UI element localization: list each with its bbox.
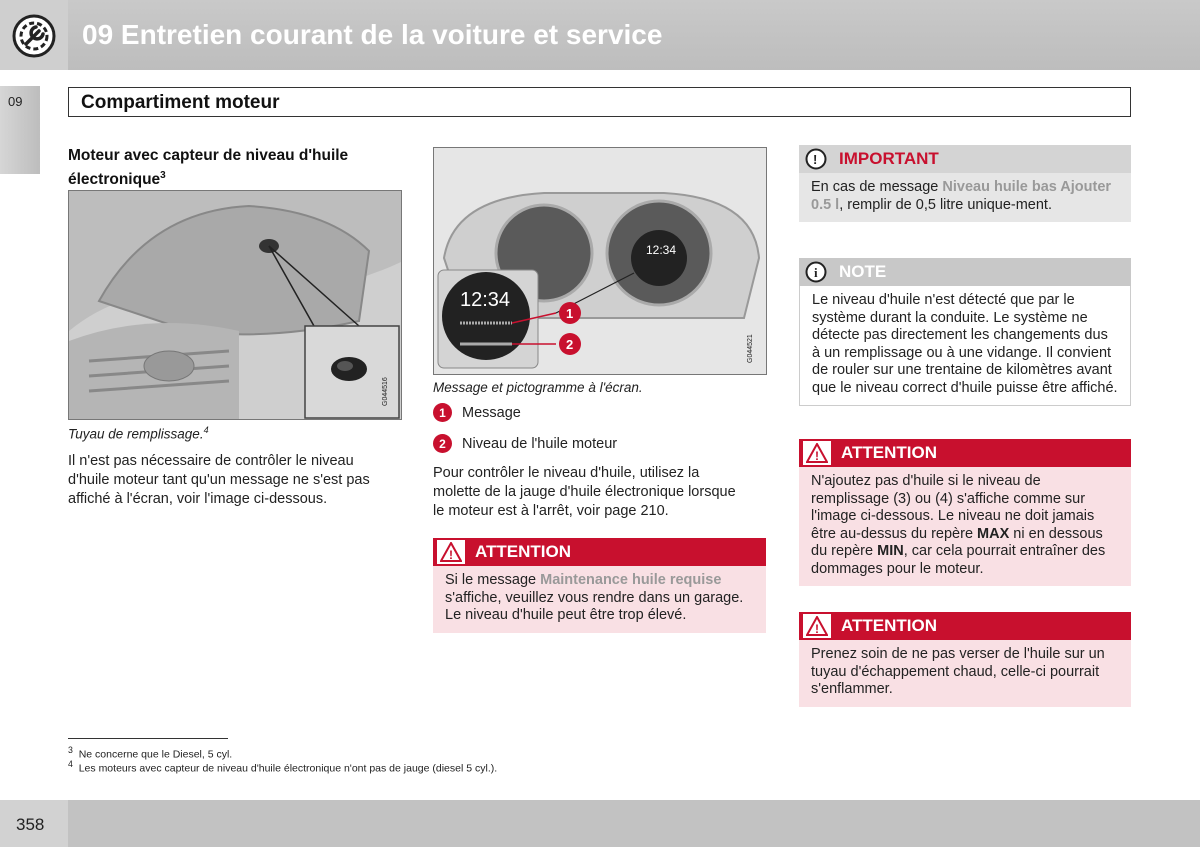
attention-title: ATTENTION	[475, 542, 572, 561]
callout-label: Message	[462, 404, 521, 421]
footnote-4: $^4$ Les moteurs avec capteur de niveau d'huile électronique n'ont pas de jauge (diesel 5 cyl.).	[68, 759, 498, 775]
dashboard-display-image	[433, 147, 767, 375]
attention-header	[799, 612, 1131, 640]
svg-text:2: 2	[566, 337, 574, 352]
attention-header	[799, 439, 1131, 467]
svg-text:i: i	[814, 265, 818, 280]
important-title: IMPORTANT	[839, 149, 939, 168]
svg-text:!: !	[815, 622, 819, 636]
engine-illustration	[69, 191, 402, 420]
page-header	[0, 0, 1200, 70]
section-title-bar	[68, 87, 1131, 117]
attention-box-exhaust	[799, 612, 1131, 707]
wrench-gear-icon	[12, 14, 56, 58]
note-title: NOTE	[839, 262, 887, 281]
left-paragraph: Il n'est pas nécessaire de contrôler le niveau d'huile moteur tant qu'un message ne s'est pas affiché à l'écran, voir l'image ci-dessous.	[68, 453, 370, 507]
footnote-3: $^3$ Ne concerne que le Diesel, 5 cyl.	[68, 745, 233, 761]
chapter-tab	[0, 86, 40, 174]
chapter-tab-label: 09	[8, 94, 23, 109]
important-body: En cas de message Niveau huile bas Ajouter 0.5 l, remplir de 0,5 litre unique-ment.	[799, 173, 1131, 222]
info-icon	[803, 260, 829, 284]
middle-paragraph: Pour contrôler le niveau d'huile, utilisez la molette de la jauge d'huile électronique lorsque le moteur est à l'arrêt, voir page 210.	[433, 465, 736, 519]
warning-triangle-icon	[437, 540, 465, 564]
callout-item-oil-level	[433, 434, 617, 453]
callout-number-2: 2	[433, 434, 452, 453]
important-header	[799, 145, 1131, 173]
callout-item-message	[433, 403, 521, 422]
callout-number-1: 1	[433, 403, 452, 422]
attention-header	[433, 538, 766, 566]
svg-text:!: !	[813, 152, 818, 167]
svg-text:!: !	[449, 548, 453, 562]
attention-body: Si le message Maintenance huile requise s'affiche, veuillez vous rendre dans un garage. Le niveau d'huile peut être trop élevé.	[433, 566, 766, 633]
svg-text:12:34: 12:34	[460, 289, 511, 311]
footnote-divider	[68, 738, 228, 739]
note-box	[799, 258, 1131, 406]
attention-box-maintenance	[433, 538, 766, 633]
attention-title: ATTENTION	[841, 443, 938, 462]
warning-triangle-icon	[803, 614, 831, 638]
svg-text:G044521: G044521	[747, 334, 754, 363]
warning-triangle-icon	[803, 441, 831, 465]
attention-title: ATTENTION	[841, 616, 938, 635]
engine-photo	[68, 190, 402, 420]
note-header	[799, 258, 1131, 286]
svg-text:12:34: 12:34	[646, 243, 677, 257]
attention-box-oil-level	[799, 439, 1131, 586]
subsection-heading: Moteur avec capteur de niveau d'huile électronique$^3$	[68, 147, 349, 189]
attention-body: Prenez soin de ne pas verser de l'huile sur un tuyau d'échappement chaud, celle-ci pourrait s'enflammer.	[799, 640, 1131, 707]
svg-text:1: 1	[566, 306, 574, 321]
engine-photo-caption: Tuyau de remplissage.$^4$	[68, 425, 209, 442]
dashboard-caption: Message et pictogramme à l'écran.	[433, 380, 643, 395]
footer-bar	[68, 800, 1200, 847]
page-number: 358	[16, 815, 45, 834]
callout-label: Niveau de l'huile moteur	[462, 435, 618, 452]
exclamation-icon	[803, 147, 829, 171]
header-icon-box	[0, 0, 68, 70]
attention-body: N'ajoutez pas d'huile si le niveau de remplissage (3) ou (4) s'affiche comme sur l'image ci-dessous. Le niveau ne doit jamais être au-dessus du repère MAX ni en dessous du repère MIN, car cela pourrait entraîner des dommages pour le moteur.	[799, 467, 1131, 586]
svg-text:!: !	[815, 449, 819, 463]
dashboard-illustration	[434, 148, 767, 375]
note-body: Le niveau d'huile n'est détecté que par le système durant la conduite. Le système ne détecte pas directement les changements dus à un remplissage ou à une vidange. Il convient de rouler sur une trentaine de kilomètres avant que le niveau correct d'huile puisse être affiché.	[799, 286, 1131, 406]
important-box	[799, 145, 1131, 222]
chapter-title: 09 Entretien courant de la voiture et service	[82, 19, 663, 50]
section-title: Compartiment moteur	[81, 92, 280, 113]
svg-text:G044516: G044516	[382, 377, 389, 406]
